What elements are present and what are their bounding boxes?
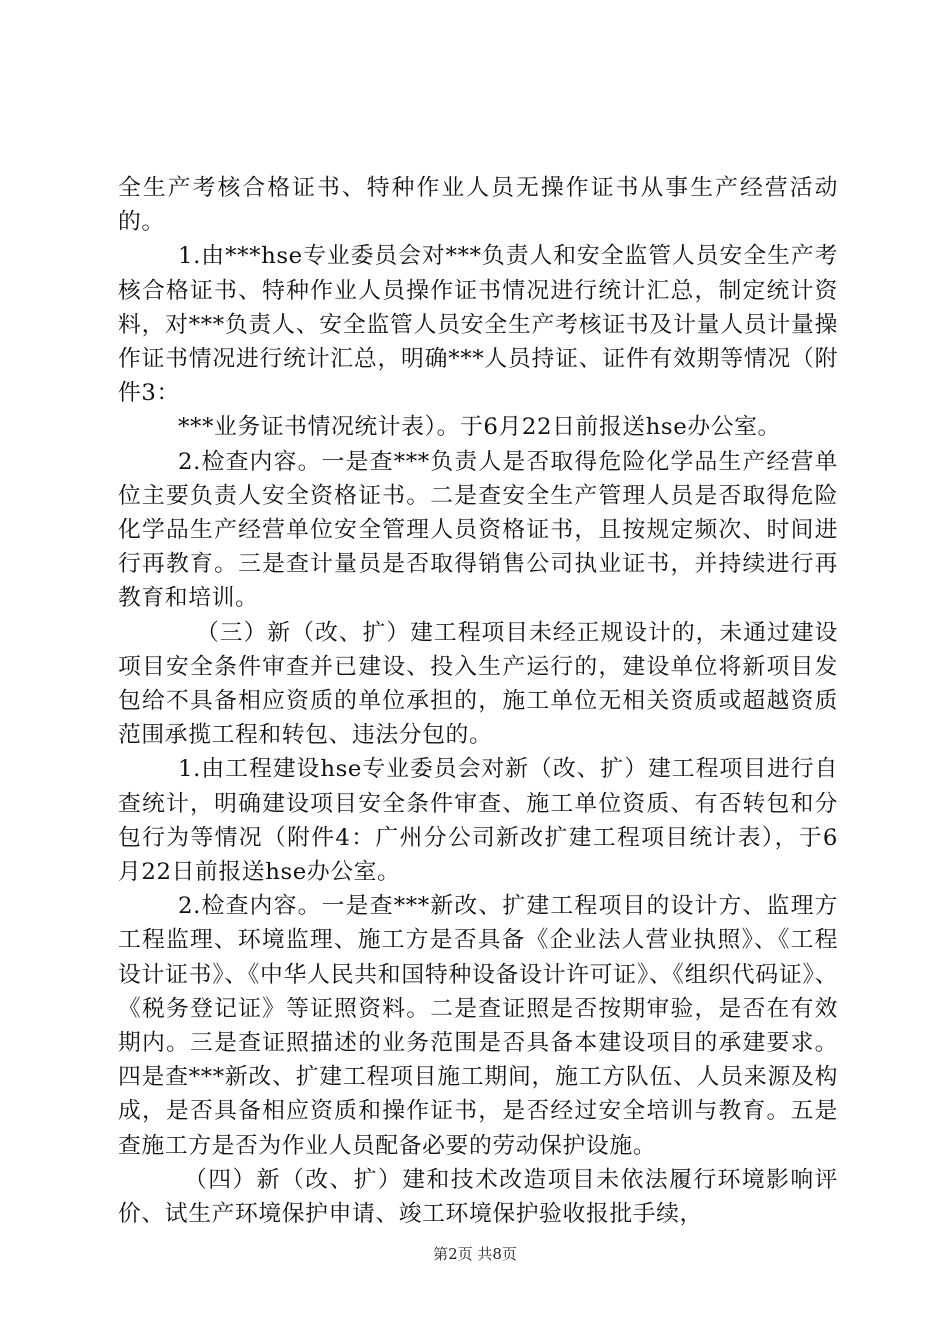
paragraph-item-2-inspection: 2.检查内容。一是查***负责人是否取得危险化学品生产经营单位主要负责人安全资格证书。二是查安全生产管理人员是否取得危险化学品生产经营单位安全管理人员资格证书，且按规定频次、时间进行再教育。三是查计量员是否取得销售公司执业证书，并持续进行再教育和培训。 <box>118 448 838 612</box>
paragraph-continuation: 全生产考核合格证书、特种作业人员无操作证书从事生产经营活动的。 <box>118 175 838 236</box>
paragraph-item-1-engineering: 1.由工程建设hse专业委员会对新（改、扩）建工程项目进行自查统计，明确建设项目安全条件审查、施工单位资质、有否转包和分包行为等情况（附件4：广州分公司新改扩建工程项目统计表），于6月22日前报送hse办公室。 <box>118 756 838 886</box>
paragraph-item-1-statistics: 1.由***hse专业委员会对***负责人和安全监管人员安全生产考核合格证书、特种作业人员操作证书情况进行统计汇总，制定统计资料，对***负责人、安全监管人员安全生产考核证书及计量人员计量操作证书情况进行统计汇总，明确***人员持证、证件有效期等情况（附件3： <box>118 243 838 407</box>
document-body <box>118 171 838 1231</box>
page-number-footer: 第2页 共8页 <box>433 1245 517 1263</box>
paragraph-section-3: （三）新（改、扩）建工程项目未经正规设计的，未通过建设项目安全条件审查并已建设、投入生产运行的，建设单位将新项目发包给不具备相应资质的单位承担的，施工单位无相关资质或超越资质范围承揽工程和转包、违法分包的。 <box>118 619 838 749</box>
paragraph-attachment-3: ***业务证书情况统计表）。于6月22日前报送hse办公室。 <box>178 414 781 441</box>
paragraph-item-2-engineering-inspection: 2.检查内容。一是查***新改、扩建工程项目的设计方、监理方工程监理、环境监理、施工方是否具备《企业法人营业执照》、《工程设计证书》、《中华人民共和国特种设备设计许可证》、《组织代码证》、《税务登记证》等证照资料。二是查证照是否按期审验，是否在有效期内。三是查证照描述的业务范围是否具备本建设项目的承建要求。四是查***新改、扩建工程项目施工期间，施工方队伍、人员来源及构成，是否具备相应资质和操作证书，是否经过安全培训与教育。五是查施工方是否为作业人员配备必要的劳动保护设施。 <box>118 893 838 1159</box>
paragraph-section-4: （四）新（改、扩）建和技术改造项目未依法履行环境影响评价、试生产环境保护申请、竣工环境保护验收报批手续， <box>118 1166 838 1228</box>
